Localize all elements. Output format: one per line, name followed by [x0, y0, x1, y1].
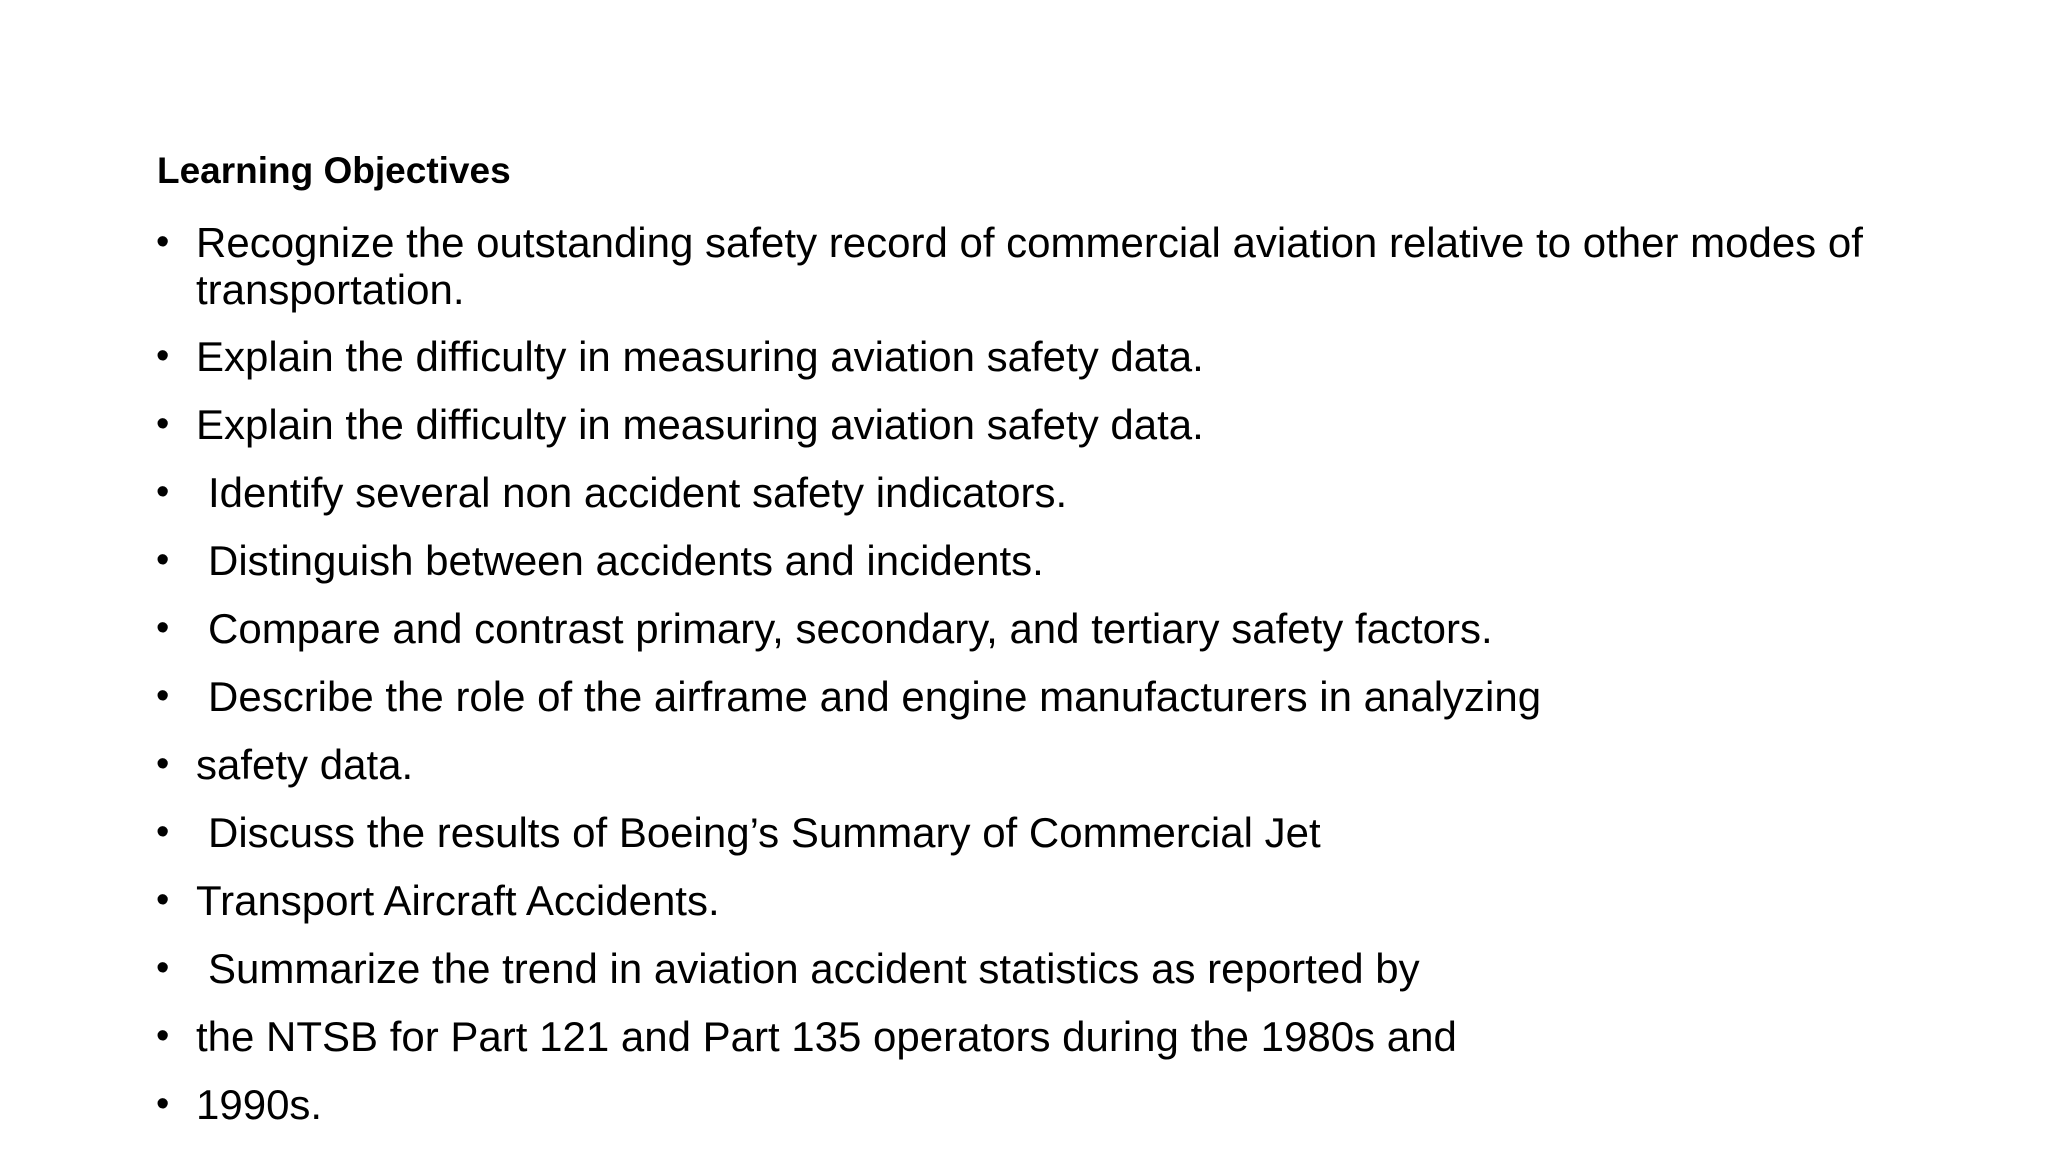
bullet-icon: • [156, 879, 170, 921]
list-item [150, 741, 1910, 788]
list-item [150, 945, 1910, 992]
objective-text: Explain the difficulty in measuring aviation safety data. [196, 333, 1204, 380]
bullet-icon: • [156, 335, 170, 377]
bullet-icon: • [156, 607, 170, 649]
list-item [150, 333, 1910, 380]
bullet-icon: • [156, 1015, 170, 1057]
bullet-icon: • [156, 471, 170, 513]
list-item [150, 219, 1910, 313]
list-item [150, 537, 1910, 584]
objective-text: Transport Aircraft Accidents. [196, 877, 720, 924]
list-item [150, 1013, 1910, 1060]
learning-objectives-list [150, 219, 1910, 1149]
list-item [150, 605, 1910, 652]
bullet-icon: • [156, 743, 170, 785]
objective-text: Describe the role of the airframe and engine manufacturers in analyzing [208, 673, 1542, 720]
list-item [150, 673, 1910, 720]
bullet-icon: • [156, 947, 170, 989]
objective-text: Identify several non accident safety indicators. [208, 469, 1068, 516]
objective-text: safety data. [196, 741, 414, 788]
objective-text: Recognize the outstanding safety record of commercial aviation relative to other modes of transportation. [196, 219, 1863, 313]
objective-text: Distinguish between accidents and incidents. [208, 537, 1044, 584]
bullet-icon: • [156, 221, 170, 263]
list-item [150, 401, 1910, 448]
bullet-icon: • [156, 403, 170, 445]
bullet-icon: • [156, 811, 170, 853]
list-item [150, 1081, 1910, 1128]
objective-text: Compare and contrast primary, secondary, and tertiary safety factors. [208, 605, 1493, 652]
bullet-icon: • [156, 1083, 170, 1125]
objective-text: 1990s. [196, 1081, 323, 1128]
list-item [150, 877, 1910, 924]
bullet-icon: • [156, 675, 170, 717]
slide-heading: Learning Objectives [157, 150, 511, 191]
bullet-icon: • [156, 539, 170, 581]
objective-text: Explain the difficulty in measuring aviation safety data. [196, 401, 1204, 448]
list-item [150, 469, 1910, 516]
objective-text: the NTSB for Part 121 and Part 135 operators during the 1980s and [196, 1013, 1457, 1060]
list-item [150, 809, 1910, 856]
objective-text: Summarize the trend in aviation accident statistics as reported by [208, 945, 1420, 992]
objective-text: Discuss the results of Boeing’s Summary of Commercial Jet [208, 809, 1321, 856]
